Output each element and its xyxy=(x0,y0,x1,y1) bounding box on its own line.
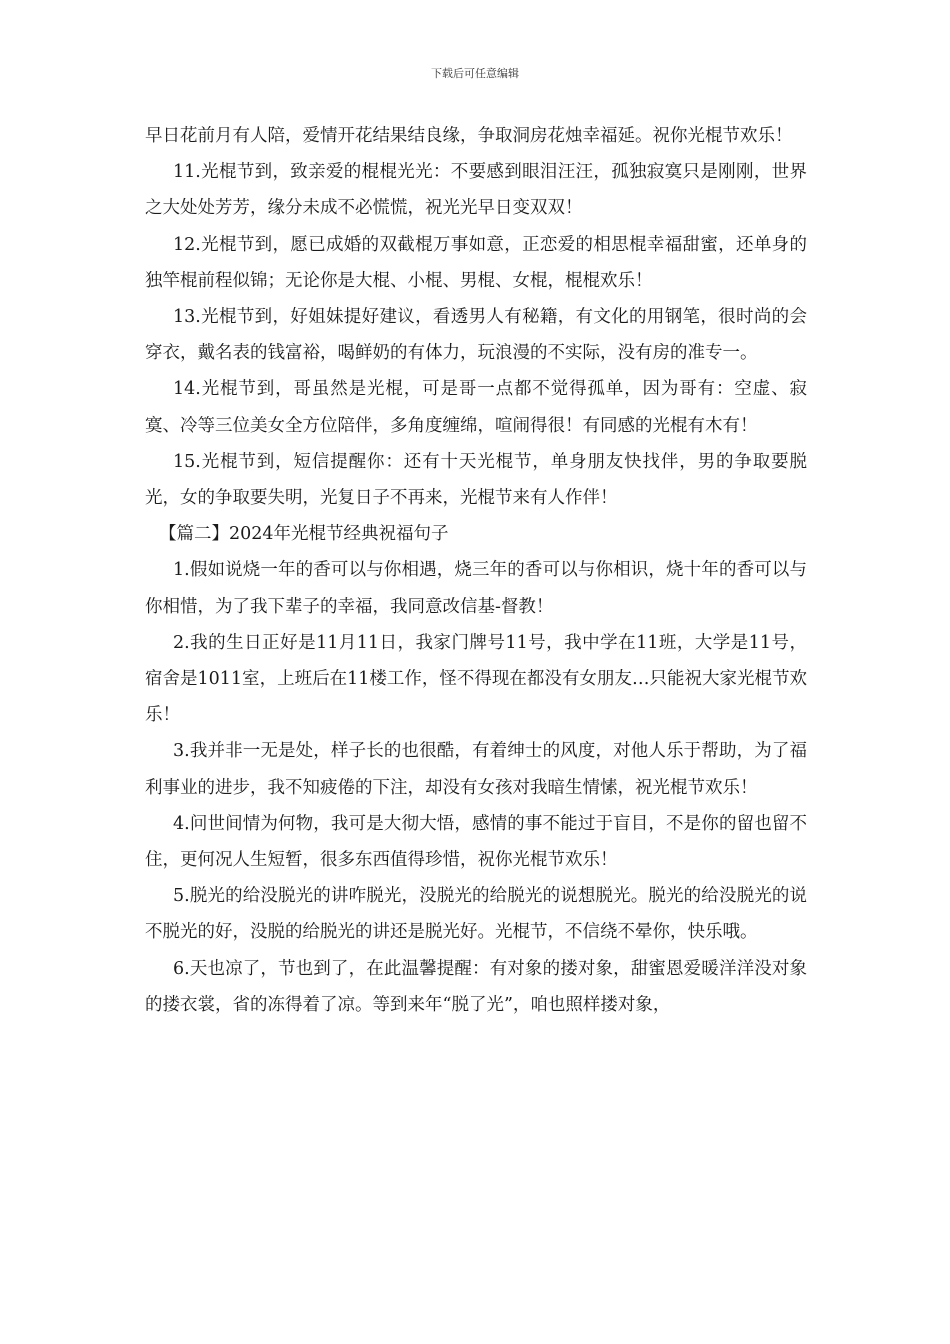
paragraph-item-14: 14.光棍节到，哥虽然是光棍，可是哥一点都不觉得孤单，因为哥有：空虚、寂寞、冷等三位美女全方位陪伴，多角度缠绵，喧闹得很！有同感的光棍有木有！ xyxy=(145,379,807,436)
paragraph-item-11: 11.光棍节到，致亲爱的棍棍光光：不要感到眼泪汪汪，孤独寂寞只是刚刚，世界之大处处芳芳，缘分未成不必慌慌，祝光光早日变双双！ xyxy=(145,162,807,219)
section-paragraph-3: 3.我并非一无是处，样子长的也很酷，有着绅士的风度，对他人乐于帮助，为了福利事业的进步，我不知疲倦的下注，却没有女孩对我暗生情愫，祝光棍节欢乐！ xyxy=(145,741,807,798)
section-heading: 【篇二】2024年光棍节经典祝福句子 xyxy=(159,524,449,545)
page-header: 下载后可任意编辑 xyxy=(431,67,519,80)
section-paragraph-2: 2.我的生日正好是11月11日，我家门牌号11号，我中学在11班，大学是11号，宿舍是1011室，上班后在11楼工作，怪不得现在都没有女朋友…只能祝大家光棍节欢乐！ xyxy=(145,632,807,726)
section-paragraph-5: 5.脱光的给没脱光的讲咋脱光，没脱光的给脱光的说想脱光。脱光的给没脱光的说不脱光的好，没脱的给脱光的讲还是脱光好。光棍节，不信绕不晕你，快乐哦。 xyxy=(145,886,807,943)
section-paragraph-1: 1.假如说烧一年的香可以与你相遇，烧三年的香可以与你相识，烧十年的香可以与你相惜，为了我下辈子的幸福，我同意改信基-督教！ xyxy=(145,560,807,617)
document-body xyxy=(145,118,807,1023)
section-paragraph-4: 4.问世间情为何物，我可是大彻大悟，感情的事不能过于盲目，不是你的留也留不住，更何况人生短暂，很多东西值得珍惜，祝你光棍节欢乐！ xyxy=(145,813,807,871)
paragraph-item-13: 13.光棍节到，好姐妹提好建议，看透男人有秘籍，有文化的用钢笔，很时尚的会穿衣，戴名表的钱富裕，喝鲜奶的有体力，玩浪漫的不实际，没有房的准专一。 xyxy=(145,307,807,364)
paragraph-continuation: 早日花前月有人陪，爱情开花结果结良缘，争取洞房花烛幸福延。祝你光棍节欢乐！ xyxy=(145,126,793,146)
paragraph-item-12: 12.光棍节到，愿已成婚的双截棍万事如意，正恋爱的相思棍幸福甜蜜，还单身的独竿棍前程似锦；无论你是大棍、小棍、男棍、女棍，棍棍欢乐！ xyxy=(145,234,807,291)
paragraph-item-15: 15.光棍节到，短信提醒你：还有十天光棍节，单身朋友快找伴，男的争取要脱光，女的争取要失明，光复日子不再来，光棍节来有人作伴！ xyxy=(145,451,807,509)
section-paragraph-6: 6.天也凉了，节也到了，在此温馨提醒：有对象的搂对象，甜蜜恩爱暖洋洋没对象的搂衣裳，省的冻得着了凉。等到来年“脱了光”，咱也照样搂对象， xyxy=(145,958,807,1015)
